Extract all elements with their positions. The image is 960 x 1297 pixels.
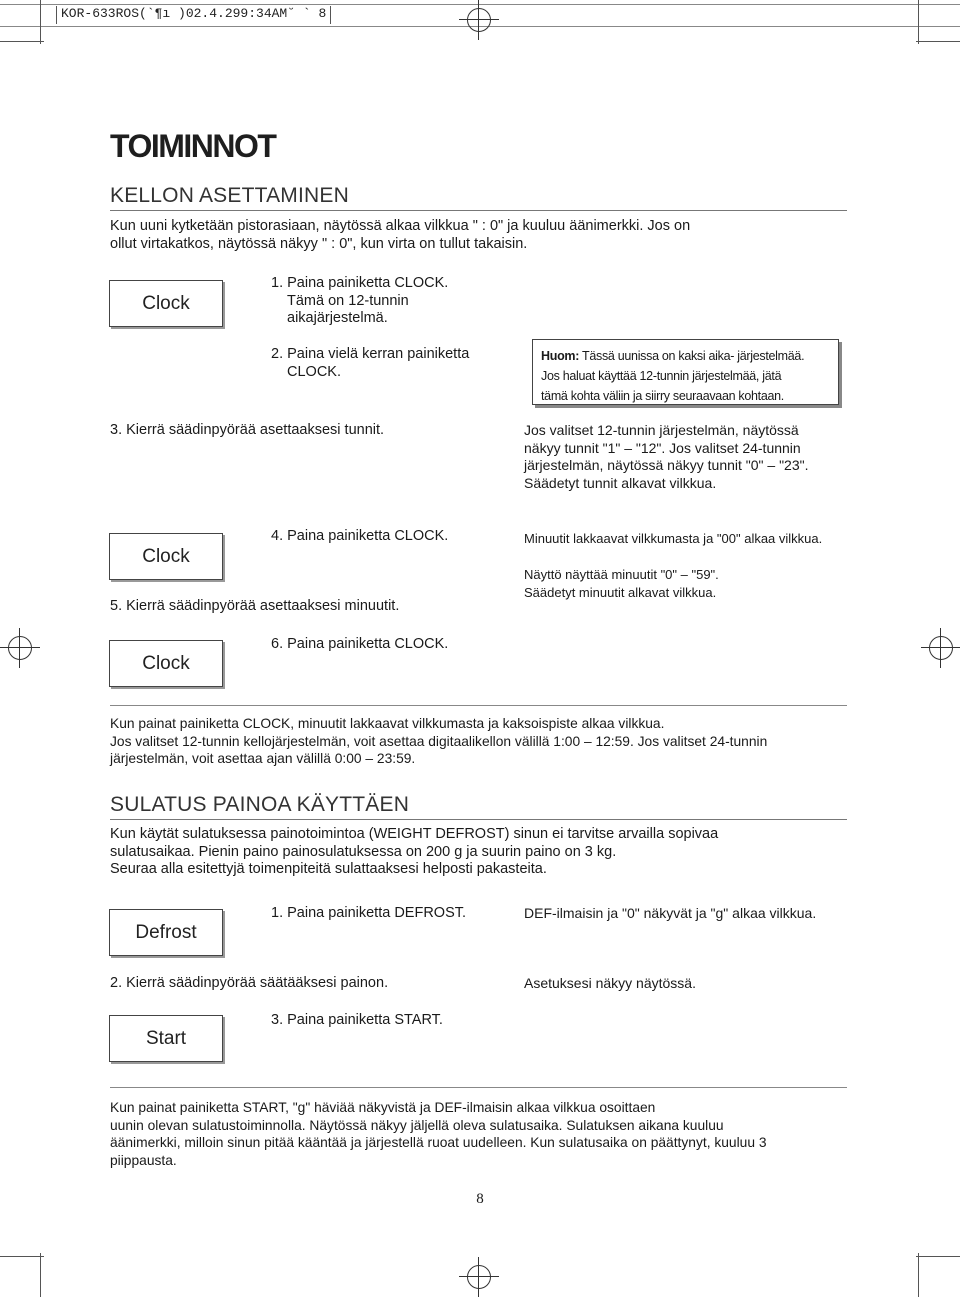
step-4: 4. Paina painiketta CLOCK. bbox=[271, 528, 449, 544]
clock-button[interactable]: Clock bbox=[109, 533, 223, 580]
crop-mark bbox=[0, 41, 44, 42]
clock-button[interactable]: Clock bbox=[109, 280, 223, 327]
section-rule bbox=[110, 210, 847, 211]
defrost-step-2: 2. Kierrä säädinpyörää säätääksesi painon. bbox=[110, 975, 389, 991]
crop-mark bbox=[918, 0, 919, 44]
registration-mark-icon bbox=[459, 1257, 499, 1297]
defrost-summary: Kun painat painiketta START, "g" häviää näkyvistä ja DEF-ilmaisin alkaa vilkkua osoittaen uunin olevan sulatustoiminnolla. Näytössä näkyy jäljellä oleva sulatusaika. Sulatuksen aikana kuuluu äänimerkki, milloin sinun pitää kääntää ja järjestellä ruoat uudelleen. Kun sulatusaika on päättynyt, kuuluu 3 piippausta. bbox=[110, 1100, 767, 1168]
crop-mark bbox=[40, 1253, 41, 1297]
defrost-step-2-description: Asetuksesi näkyy näytössä. bbox=[524, 975, 696, 991]
crop-mark bbox=[916, 41, 960, 42]
section-heading-clock: KELLON ASETTAMINEN bbox=[110, 184, 349, 207]
crop-mark bbox=[918, 1253, 919, 1297]
registration-mark-icon bbox=[459, 0, 499, 40]
step-5-description: Näyttö näyttää minuutit "0" – "59". Säädetyt minuutit alkavat vilkkua. bbox=[524, 567, 719, 600]
section-rule bbox=[110, 819, 847, 820]
section-intro: Kun uuni kytketään pistorasiaan, näytössä alkaa vilkkua " : 0" ja kuuluu äänimerkki. Jos on ollut virtakatkos, näytössä näkyy " : 0", kun virta on tullut takaisin. bbox=[110, 218, 691, 252]
step-6: 6. Paina painiketta CLOCK. bbox=[271, 636, 449, 652]
step-3-description: Jos valitset 12-tunnin järjestelmän, näytössä näkyy tunnit "1" – "12". Jos valitset 24-tunnin järjestelmän, näytössä näkyy tunnit "0" – "23". Säädetyt tunnit alkavat vilkkua. bbox=[524, 422, 809, 491]
step-4-description: Minuutit lakkaavat vilkkumasta ja "00" alkaa vilkkua. bbox=[524, 531, 823, 546]
page-title: TOIMINNOT bbox=[110, 128, 276, 164]
section-heading-defrost: SULATUS PAINOA KÄYTTÄEN bbox=[110, 793, 410, 816]
section-intro: Kun käytät sulatuksessa painotoimintoa (WEIGHT DEFROST) sinun ei tarvitse arvailla sopivaa sulatusaikaa. Pienin paino painosulatuksessa on 200 g ja suurin paino on 3 kg. Seuraa alla esitettyjä toimenpiteitä sulattaaksesi helposti pakasteita. bbox=[110, 826, 719, 877]
step-5: 5. Kierrä säädinpyörää asettaaksesi minuutit. bbox=[110, 598, 400, 614]
crop-mark bbox=[916, 1256, 960, 1257]
defrost-button[interactable]: Defrost bbox=[109, 909, 223, 956]
clock-summary: Kun painat painiketta CLOCK, minuutit lakkaavat vilkkumasta ja kaksoispiste alkaa vilkkua. Jos valitset 12-tunnin kellojärjestelmän, voit asettaa digitaalikellon välillä 1:00 – 12:59. Jos valitset 24-tunnin järjestelmän, voit asettaa ajan välillä 0:00 – 23:59. bbox=[110, 716, 768, 766]
print-slug: KOR-633ROS(`¶ı )02.4.299:34AM˘ ` 8 bbox=[56, 6, 331, 24]
divider bbox=[110, 705, 847, 706]
crop-mark bbox=[0, 1256, 44, 1257]
step-2: 2. Paina vielä kerran painiketta CLOCK. bbox=[271, 346, 470, 380]
registration-mark-icon bbox=[0, 628, 40, 668]
note-box: Huom: Tässä uunissa on kaksi aika- järjestelmää. Jos haluat käyttää 12-tunnin järjestelmää, jätä tämä kohta väliin ja siirry seuraavaan kohtaan. bbox=[532, 339, 839, 405]
clock-button[interactable]: Clock bbox=[109, 640, 223, 687]
defrost-step-3: 3. Paina painiketta START. bbox=[271, 1012, 443, 1028]
defrost-step-1: 1. Paina painiketta DEFROST. bbox=[271, 905, 467, 921]
defrost-step-1-description: DEF-ilmaisin ja "0" näkyvät ja "g" alkaa vilkkua. bbox=[524, 905, 817, 921]
page-number: 8 bbox=[476, 1191, 484, 1207]
step-3: 3. Kierrä säädinpyörää asettaaksesi tunnit. bbox=[110, 422, 385, 438]
start-button[interactable]: Start bbox=[109, 1015, 223, 1062]
step-1: 1. Paina painiketta CLOCK. Tämä on 12-tunnin aikajärjestelmä. bbox=[271, 275, 449, 326]
registration-mark-icon bbox=[921, 628, 960, 668]
divider bbox=[110, 1087, 847, 1088]
crop-mark bbox=[40, 0, 41, 44]
